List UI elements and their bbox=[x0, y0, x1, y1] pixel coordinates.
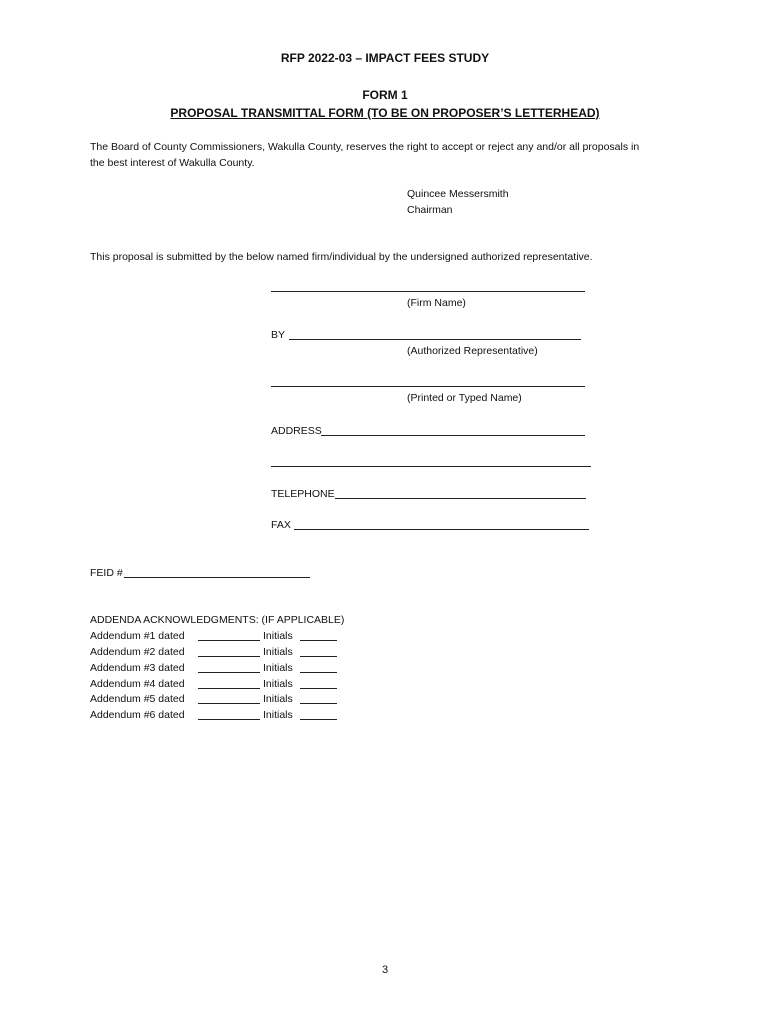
address-label: ADDRESS bbox=[271, 425, 322, 437]
intro-paragraph: The Board of County Commissioners, Wakulla County, reserves the right to accept or reject any and/or all proposals in the best interest of Wakulla County. bbox=[90, 141, 640, 169]
signatory-title: Chairman bbox=[407, 204, 453, 216]
addendum-initials-line[interactable] bbox=[300, 656, 337, 657]
by-signature-line[interactable] bbox=[289, 339, 581, 340]
addendum-label: Addendum #4 dated bbox=[90, 678, 185, 690]
addendum-date-line[interactable] bbox=[198, 703, 260, 704]
firm-name-label: (Firm Name) bbox=[407, 297, 466, 309]
addendum-initials-line[interactable] bbox=[300, 672, 337, 673]
by-label: BY bbox=[271, 329, 286, 341]
addendum-initials-line[interactable] bbox=[300, 640, 337, 641]
addendum-initials-label: Initials bbox=[263, 709, 293, 721]
addendum-date-line[interactable] bbox=[198, 719, 260, 720]
addendum-label: Addendum #6 dated bbox=[90, 709, 185, 721]
address-line-2[interactable] bbox=[271, 466, 591, 467]
addendum-initials-label: Initials bbox=[263, 646, 293, 658]
firm-name-line[interactable] bbox=[271, 291, 585, 292]
addendum-label: Addendum #2 dated bbox=[90, 646, 185, 658]
address-line-1[interactable] bbox=[321, 435, 585, 436]
telephone-label: TELEPHONE bbox=[271, 488, 335, 500]
fax-line[interactable] bbox=[294, 529, 589, 530]
addendum-initials-label: Initials bbox=[263, 678, 293, 690]
addendum-date-line[interactable] bbox=[198, 640, 260, 641]
addendum-date-line[interactable] bbox=[198, 672, 260, 673]
form-number: FORM 1 bbox=[362, 88, 408, 102]
addendum-initials-label: Initials bbox=[263, 693, 293, 705]
addendum-initials-line[interactable] bbox=[300, 703, 337, 704]
submission-statement: This proposal is submitted by the below named firm/individual by the undersigned authorized representative. bbox=[90, 251, 593, 263]
authorized-rep-label: (Authorized Representative) bbox=[407, 345, 538, 357]
feid-label: FEID # bbox=[90, 567, 123, 579]
addendum-date-line[interactable] bbox=[198, 688, 260, 689]
addendum-date-line[interactable] bbox=[198, 656, 260, 657]
page-number: 3 bbox=[381, 964, 389, 976]
rfp-title: RFP 2022-03 – IMPACT FEES STUDY bbox=[280, 51, 490, 65]
addendum-label: Addendum #3 dated bbox=[90, 662, 185, 674]
feid-line[interactable] bbox=[124, 577, 310, 578]
fax-label: FAX bbox=[271, 519, 291, 531]
addendum-initials-label: Initials bbox=[263, 662, 293, 674]
form-title: PROPOSAL TRANSMITTAL FORM (TO BE ON PROPOSER’S LETTERHEAD) bbox=[170, 106, 600, 120]
addendum-label: Addendum #5 dated bbox=[90, 693, 185, 705]
printed-name-line[interactable] bbox=[271, 386, 585, 387]
addendum-initials-label: Initials bbox=[263, 630, 293, 642]
printed-name-label: (Printed or Typed Name) bbox=[407, 392, 522, 404]
addendum-initials-line[interactable] bbox=[300, 719, 337, 720]
signatory-name: Quincee Messersmith bbox=[407, 188, 509, 200]
addendum-label: Addendum #1 dated bbox=[90, 630, 185, 642]
addenda-heading: ADDENDA ACKNOWLEDGMENTS: (IF APPLICABLE) bbox=[90, 614, 345, 626]
telephone-line[interactable] bbox=[335, 498, 586, 499]
addendum-initials-line[interactable] bbox=[300, 688, 337, 689]
